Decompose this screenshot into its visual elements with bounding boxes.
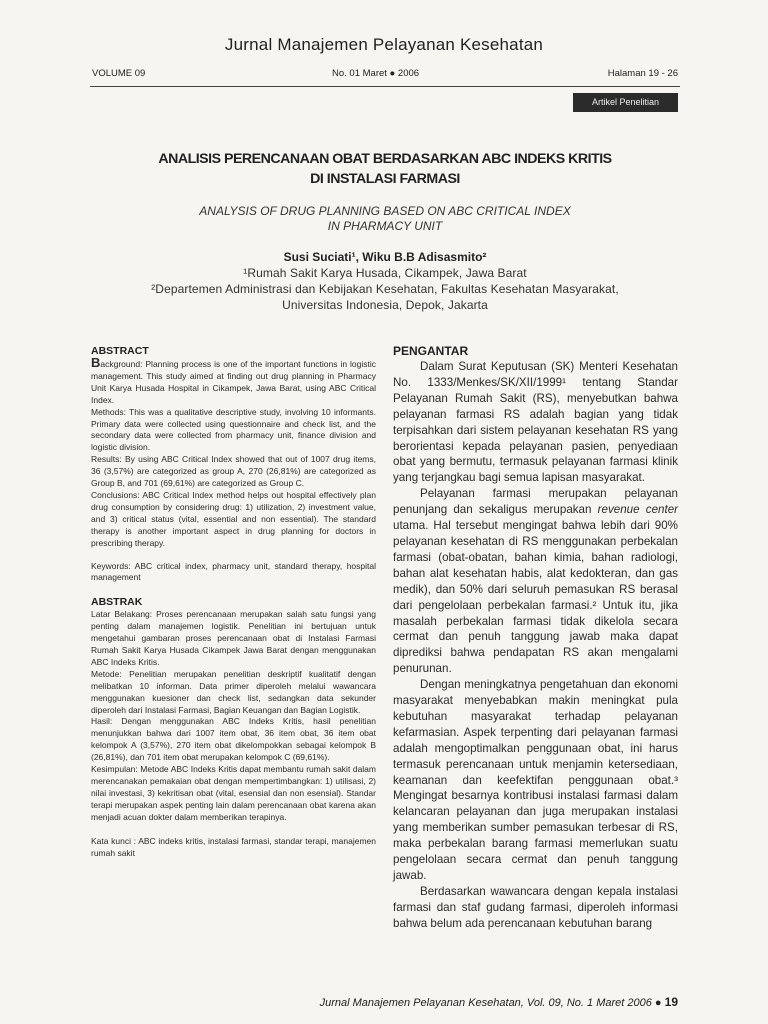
pengantar-paragraph-3: Dengan meningkatnya pengetahuan dan ekonomi masyarakat menyebabkan makin meningkat pula kebutuhan masyarakat terhadap pelayanan kefarmasian. Aspek terpenting dari pelayanan farmasi adalah mengoptimalkan penggunaan obat, ini harus termasuk perencanaan untuk menjamin ketersediaan, keamanan dan keefektifan penggunaan obat.³ Mengingat besarnya kontribusi instalasi farmasi dalam kelancaran pelayanan dan juga merupakan instalasi yang memberikan sumber pemasukan terbesar di RS, maka perbekalan barang farmasi memerlukan suatu pengelolaan secara cermat dan penuh tanggung jawab. (393, 678, 678, 882)
pengantar-heading: PENGANTAR (393, 344, 469, 358)
pengantar-paragraph-1: Dalam Surat Keputusan (SK) Menteri Kesehatan No. 1333/Menkes/SK/XII/1999¹ tentang Standar Pelayanan Rumah Sakit (RS), menyebutkan bahwa pelayanan farmasi RS adalah bagian yang tidak terpisahkan dari sistem pelayanan kesehatan RS yang berorientasi kepada pelayanan pasien, penyediaan obat yang bermutu, termasuk pelayanan farmasi klinik yang terjangkau bagi semua lapisan masyarakat. (393, 360, 678, 485)
affiliation-1: ¹Rumah Sakit Karya Husada, Cikampek, Jawa Barat (243, 266, 527, 280)
footer-citation: Jurnal Manajemen Pelayanan Kesehatan, Vol. 09, No. 1 Maret 2006 (319, 997, 652, 1009)
article-category-badge: Artikel Penelitian (573, 93, 678, 112)
abstrak-kesimpulan: Kesimpulan: Metode ABC Indeks Kritis dapat membantu rumah sakit dalam merencanakan pemakaian obat dengan mempertimbangkan: 1) utilisasi, 2) nilai investasi, 3) kekritisan obat (vital, esensial dan non esensial). Standar terapi merupakan aspek penting lain dalam perencanaan obat karena akan menjadi acuan dokter dalam memberikan terapinya. (91, 764, 376, 822)
abstrak-latar: Latar Belakang: Proses perencanaan merupakan salah satu fungsi yang penting dalam manajemen logistik. Penelitian ini bertujuan untuk mengetahui gambaran proses perencanaan obat di Instalasi Farmasi Rumah Sakit Karya Husada Cikampek Jawa Barat dengan menggunakan ABC Indeks Kritis. (91, 609, 376, 667)
pengantar-paragraph-4: Berdasarkan wawancara dengan kepala instalasi farmasi dan staf gudang farmasi, diperoleh informasi bahwa belum ada perencanaan kebutuhan barang (393, 884, 678, 930)
page-number: 19 (664, 995, 678, 1009)
page-range: Halaman 19 - 26 (607, 68, 678, 79)
affiliation-3: Universitas Indonesia, Depok, Jakarta (282, 298, 488, 312)
article-title-line2: DI INSTALASI FARMASI (310, 171, 460, 187)
journal-title: Jurnal Manajemen Pelayanan Kesehatan (224, 35, 544, 54)
abstract-results: Results: By using ABC Critical Index showed that out of 1007 drug items, 36 (3,57%) are categorized as group A, 270 (26,81%) are categorized as Group B, and 701 (69,61%) are categorized as Group C. (91, 454, 376, 489)
affiliation-2: ²Departemen Administrasi dan Kebijakan Kesehatan, Fakultas Kesehatan Masyarakat, (151, 282, 619, 296)
abstract-background-text: ackground: Planning process is one of the important functions in logistic management. This study aimed at finding out drug planning in Pharmacy Unit Karya Husada Hospital in Cikampek, Jawa Barat, using ABC Critical Index. (91, 359, 376, 405)
abstrak-kata-kunci: Kata kunci : ABC indeks kritis, instalasi farmasi, standar terapi, manajemen rumah sakit (91, 835, 376, 858)
issue-label: No. 01 Maret ● 2006 (332, 68, 420, 79)
abstract-methods: Methods: This was a qualitative descriptive study, involving 10 informants. Primary data were collected using questionnaire and check list, and the secondary data were collected from pharmacy unit, finance division and logistic division. (91, 406, 376, 453)
article-title-english (90, 204, 680, 234)
dropcap: B (91, 355, 101, 370)
abstract-conclusions: Conclusions: ABC Critical Index method helps out hospital effectively plan drug consumption by considering drug: 1) utilization, 2) investment value, and 3) critical status (vital, essential and non essential). The standard therapy is another important aspect in drug planning for doctors in prescribing therapy. (91, 489, 376, 548)
introduction-column (393, 344, 678, 932)
abstrak-heading: ABSTRAK (91, 596, 143, 609)
abstract-column (91, 345, 376, 859)
abstract-heading: ABSTRACT (91, 345, 149, 357)
authors: Susi Suciati¹, Wiku B.B Adisasmito² (283, 250, 487, 264)
p2-text-b: utama. Hal tersebut mengingat bahwa lebih dari 90% pelayanan kesehatan di RS menggunakan perbekalan farmasi (obat-obatan, bahan kimia, bahan radiologi, bahan alat kesehatan habis, alat kedokteran, dan gas medik), dan 50% dari seluruh pemasukan RS berasal dari pengelolaan perbekalan farmasi.² Untuk itu, jika masalah perbekalan farmasi tidak dikelola secara cermat dan penuh tanggung jawab maka dapat diprediksi bahwa pendapatan RS akan mengalami penurunan. (393, 519, 678, 676)
abstract-keywords: Keywords: ABC critical index, pharmacy unit, standard therapy, hospital management (91, 560, 376, 583)
article-title-line1: ANALISIS PERENCANAAN OBAT BERDASARKAN ABC INDEKS KRITIS (158, 151, 612, 167)
abstract-background (91, 355, 376, 407)
volume-label: VOLUME 09 (92, 68, 146, 79)
header-divider (90, 86, 680, 87)
footer-bullet: ● (654, 997, 662, 1009)
abstrak-hasil: Hasil: Dengan menggunakan ABC Indeks Kritis, hasil penelitian menunjukkan bahwa dari 1007 item obat, 36 item obat, 36 item obat kelompok A (3,57%), 270 item obat dikelompokkan sebagai kelompok B (26,81%), dan 701 item obat merupakan kelompok C (69,61%). (91, 716, 376, 763)
article-title (90, 149, 680, 189)
p2-italic: revenue center (597, 503, 678, 517)
page-footer (320, 995, 678, 1009)
abstrak-metode: Metode: Penelitian merupakan penelitian deskriptif kualitatif dengan melibatkan 10 informan. Data primer diperoleh melalui wawancara menggunakan kuesioner dan check list, sedangkan data sekunder diperoleh dari Instalasi Farmasi, Bagian Keuangan dan Bagian Logistik. (91, 668, 376, 715)
english-title-line1: ANALYSIS OF DRUG PLANNING BASED ON ABC CRITICAL INDEX (199, 204, 571, 218)
p2-text-a: Pelayanan farmasi merupakan pelayanan penunjang dan sekaligus merupakan (393, 487, 678, 517)
english-title-line2: IN PHARMACY UNIT (327, 219, 443, 233)
pengantar-paragraph-2 (393, 486, 678, 677)
